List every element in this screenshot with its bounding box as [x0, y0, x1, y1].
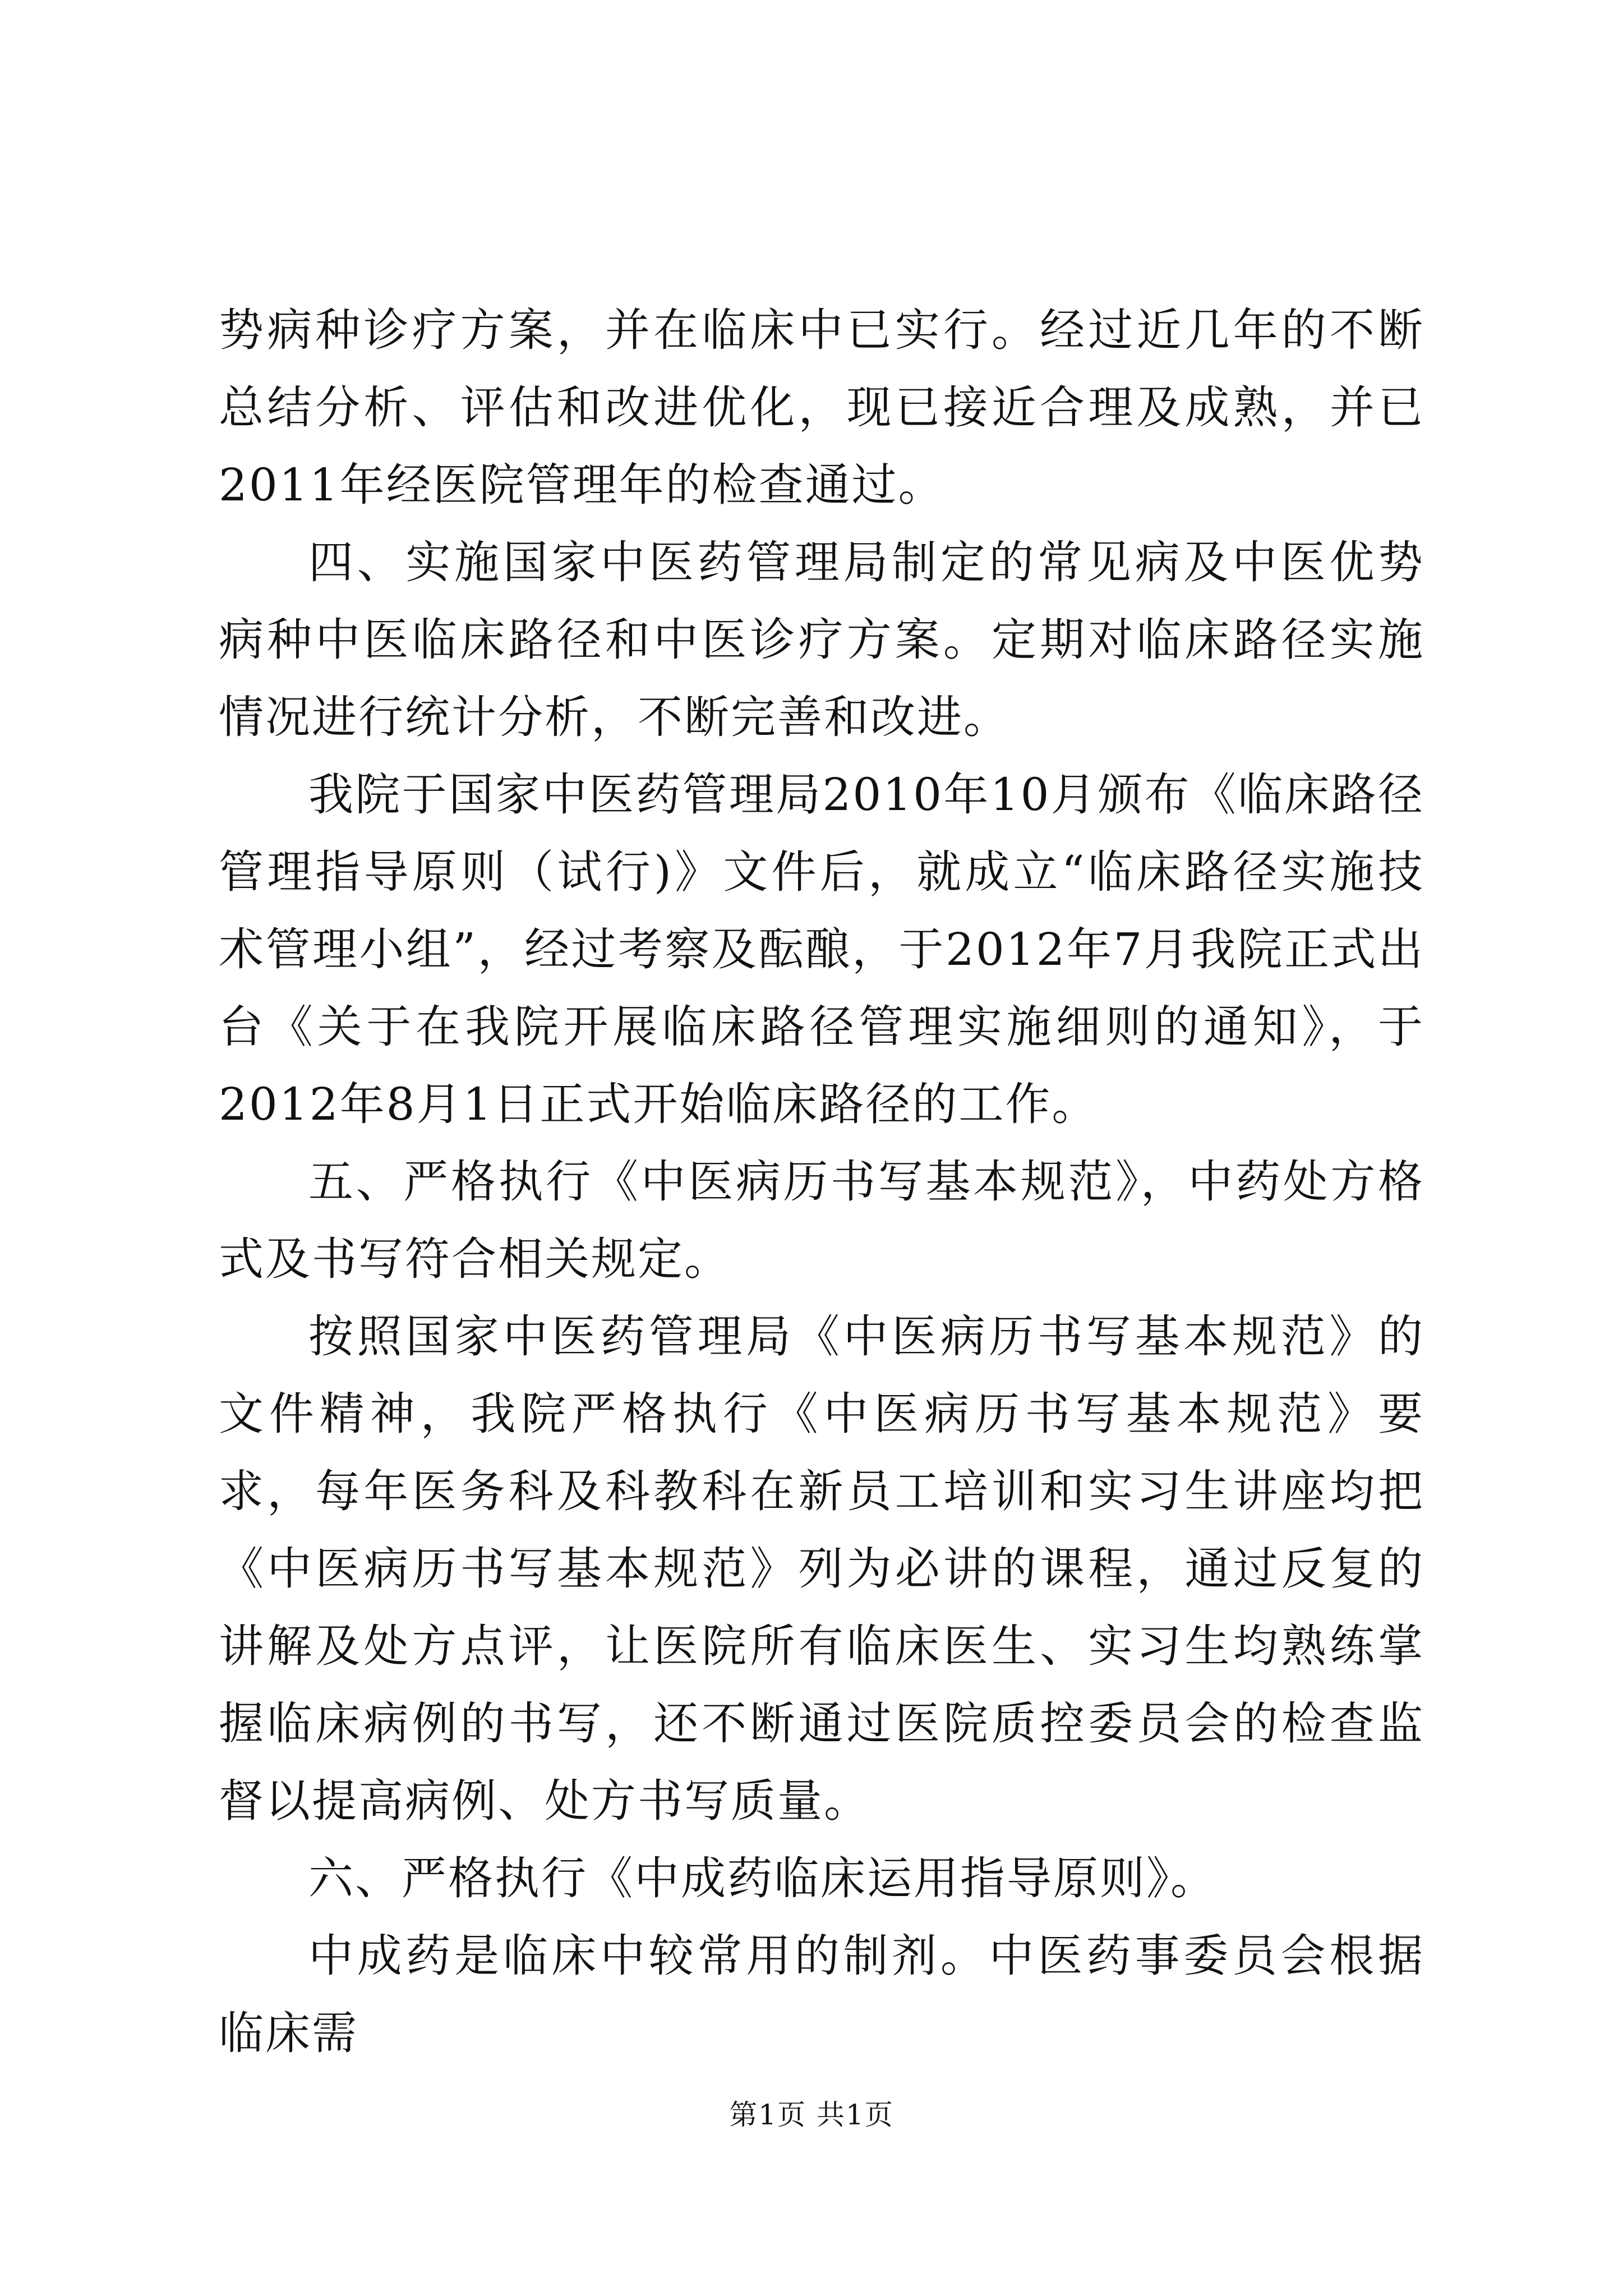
paragraph-clinical-pathway: 我院于国家中医药管理局2010年10月颁布《临床路径管理指导原则（试行)》文件后，就成立“临床路径实施技术管理小组”，经过考察及酝酿，于2012年7月我院正式出台《关于在我院开展临床路径管理实施细则的通知》，于2012年8月1日正式开始临床路径的工作。: [219, 769, 1424, 1130]
paragraph-patent-medicine: 中成药是临床中较常用的制剂。中医药事委员会根据临床需: [219, 1930, 1424, 2059]
paragraph-section-five: 五、严格执行《中医病历书写基本规范》，中药处方格式及书写符合相关规定。: [219, 1156, 1424, 1285]
page-footer: [0, 2097, 1623, 2133]
paragraph-section-six: 六、严格执行《中成药临床运用指导原则》。: [308, 1852, 1217, 1904]
document-body: [219, 292, 1424, 2072]
paragraph-medical-records: 按照国家中医药管理局《中医病历书写基本规范》的文件精神，我院严格执行《中医病历书写基本规范》要求，每年医务科及科教科在新员工培训和实习生讲座均把《中医病历书写基本规范》列为必讲的课程，通过反复的讲解及处方点评，让医院所有临床医生、实习生均熟练掌握临床病例的书写，还不断通过医院质控委员会的检查监督以提高病例、处方书写质量。: [219, 1310, 1424, 1827]
page-number-label: 第1页 共1页: [729, 2099, 894, 2131]
paragraph-continuation: 势病种诊疗方案，并在临床中已实行。经过近几年的不断总结分析、评估和改进优化，现已接近合理及成熟，并已2011年经医院管理年的检查通过。: [219, 304, 1424, 511]
paragraph-section-four: 四、实施国家中医药管理局制定的常见病及中医优势病种中医临床路径和中医诊疗方案。定期对临床路径实施情况进行统计分析，不断完善和改进。: [219, 536, 1424, 743]
